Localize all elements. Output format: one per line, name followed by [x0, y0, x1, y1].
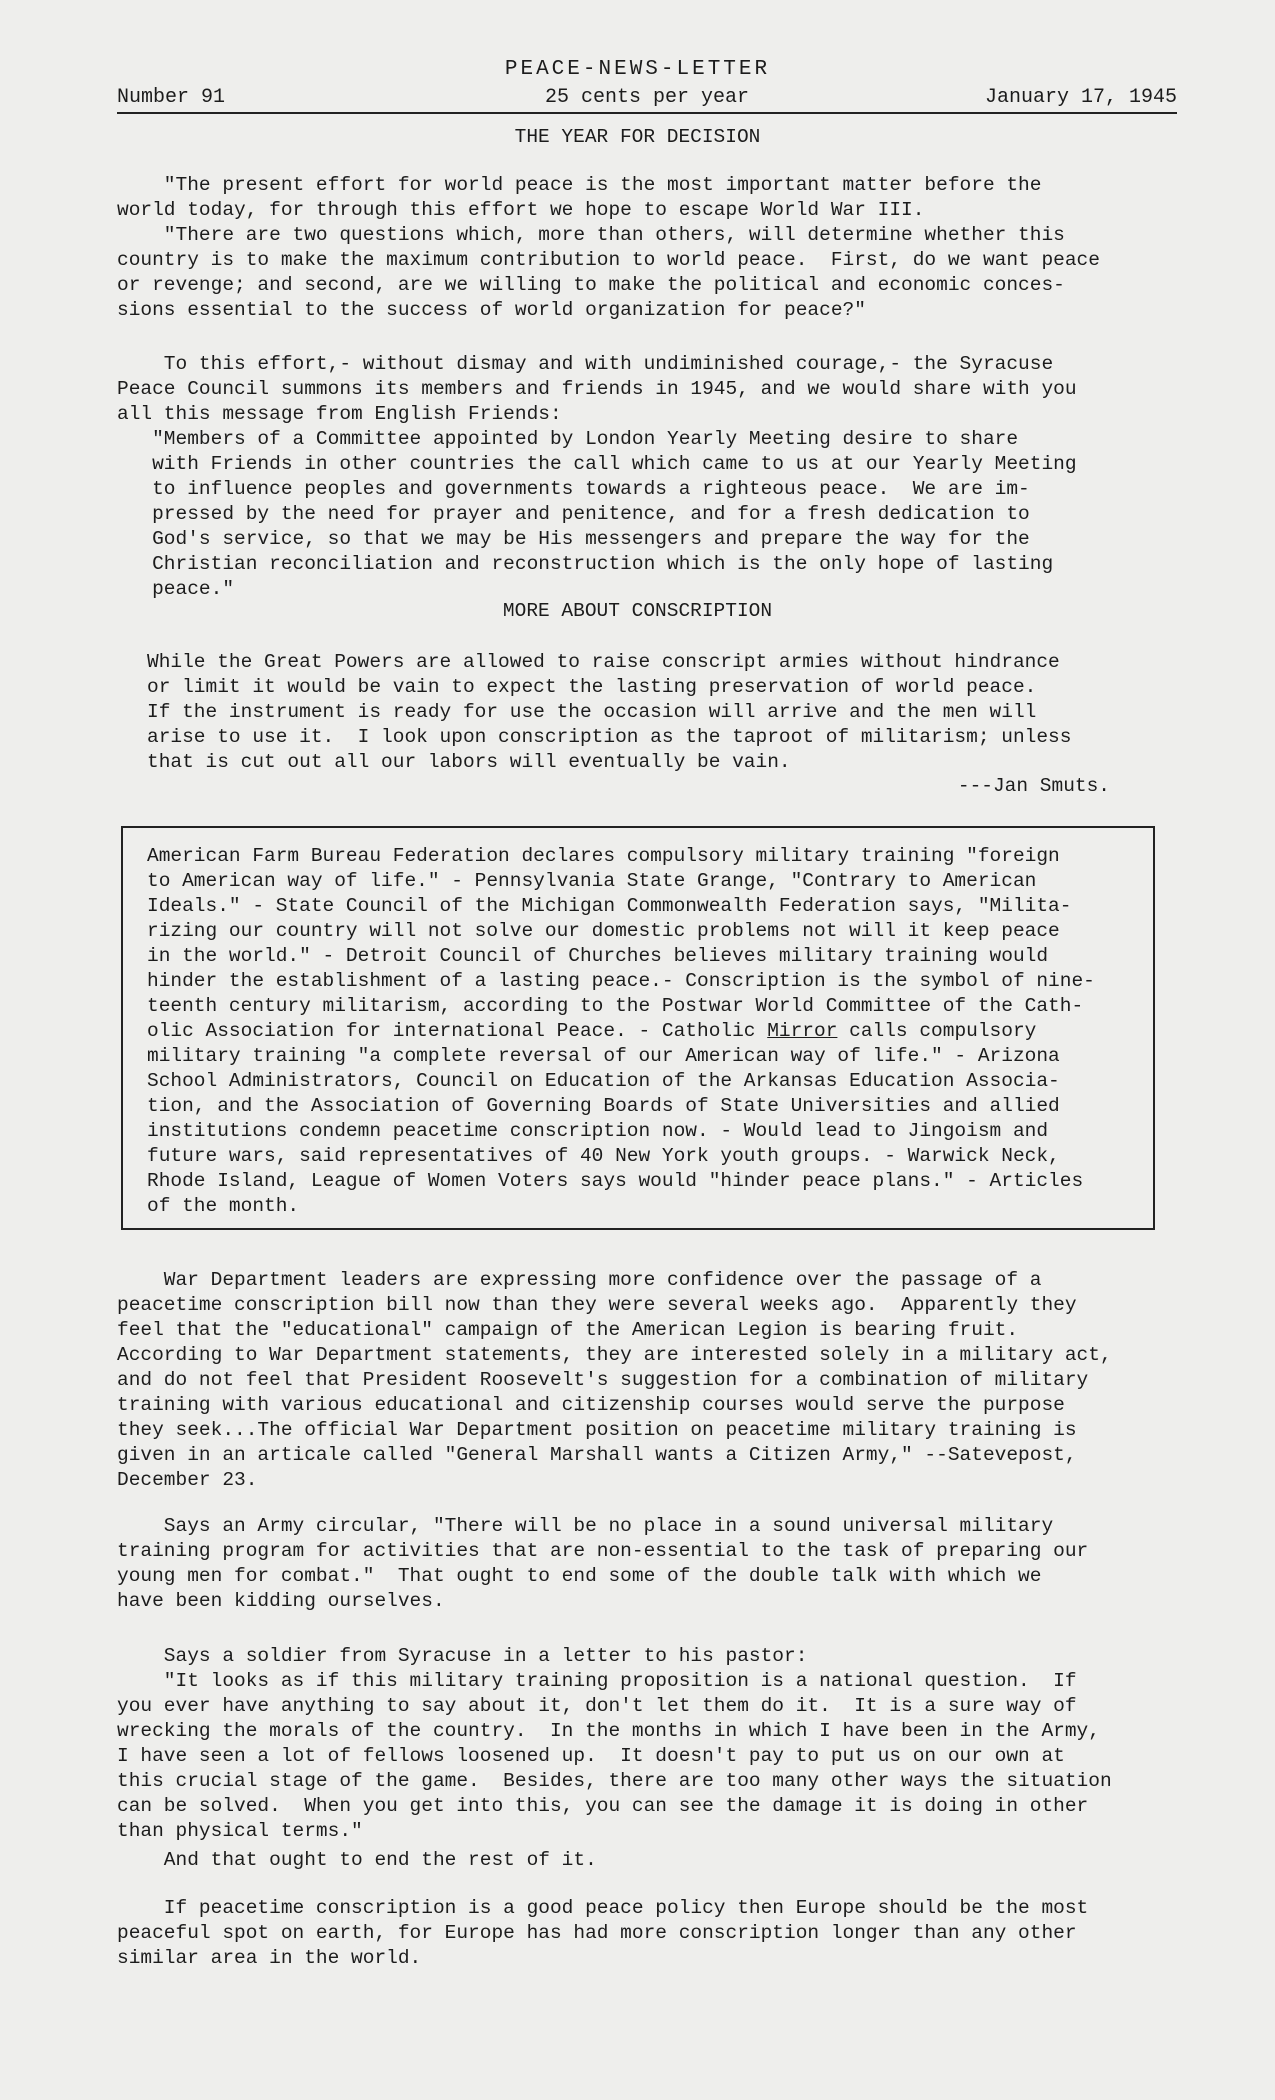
opening-quote: "The present effort for world peace is the most important matter before the world today, for through this effort we hope to escape World War III. "There are two questions which, more than others, will determine whether this country is to make the maximum contribution to world peace. First, do we want peace or revenge; and second, are we willing to make the political and economic conces- sions essential to the success of world organization for peace?": [117, 174, 1100, 321]
opinions-text-after: calls compulsory military training "a complete reversal of our American way of life." - Arizona School Administrators, Council on Education of the Arkansas Education Associa- tion, and the Association of Governing Boards of State Universities and allied institutions condemn peacetime conscription now. - Would lead to Jingoism and future wars, said representatives of 40 New York youth groups. - Warwick Neck, Rhode Island, League of Women Voters says would "hinder peace plans." - Articles of the month.: [147, 1020, 1084, 1217]
mirror-publication: Mirror: [767, 1020, 838, 1042]
smuts-quote: While the Great Powers are allowed to raise conscript armies without hindrance or limit it would be vain to expect the lasting preservation of world peace. If the instrument is ready for use the occasion will arrive and the men will arise to use it. I look upon conscription as the taproot of militarism; unless that is cut out all our labors will eventually be vain.: [147, 651, 1072, 773]
europe-paragraph: If peacetime conscription is a good peace policy then Europe should be the most peaceful spot on earth, for Europe has had more conscription longer than any other similar area in the world.: [117, 1897, 1089, 1969]
soldier-letter-paragraph: Says a soldier from Syracuse in a letter to his pastor: "It looks as if this military training proposition is a national question. If you ever have anything to say about it, don't let them do it. It is a sure way of wrecking the morals of the country. In the months in which I have been in the Army, I have seen a lot of fellows loosened up. It doesn't pay to put us on our own at this crucial stage of the game. Besides, there are too many other ways the situation can be solved. When you get into this, you can see the damage it is doing in other than physical terms.": [117, 1645, 1112, 1842]
subscription-price: 25 cents per year: [544, 86, 750, 109]
issue-number: Number 91: [117, 86, 226, 109]
issue-date: January 17, 1945: [984, 86, 1177, 109]
opinions-text-before: American Farm Bureau Federation declares compulsory military training "foreign to American way of life." - Pennsylvania State Grange, "Contrary to American Ideals." - State Council of the Michigan Commonwealth Federation says, "Milita- rizing our country will not solve our domestic problems not will it keep peace in the world." - Detroit Council of Churches believes military training would hinder the establishment of a lasting peace.- Conscription is the symbol of nine- teenth century militarism, according to the Postwar World Committee of the Cath- olic Association for international Peace. - Catholic: [147, 845, 1095, 1042]
smuts-attribution: ---Jan Smuts.: [957, 775, 1110, 797]
opinions-box-text: [147, 844, 1095, 1219]
section-heading-year-for-decision: THE YEAR FOR DECISION: [514, 126, 761, 148]
masthead-title: PEACE-NEWS-LETTER: [504, 58, 771, 81]
section-heading-conscription: MORE ABOUT CONSCRIPTION: [502, 600, 773, 622]
army-circular-paragraph: Says an Army circular, "There will be no place in a sound universal military training program for activities that are non-essential to the task of preparing our young men for combat." That ought to end some of the double talk with which we have been kidding ourselves.: [117, 1515, 1089, 1612]
peace-council-paragraph: To this effort,- without dismay and with undiminished courage,- the Syracuse Peace Council summons its members and friends in 1945, and we would share with you all this message from English Friends: "Members of a Committee appointed by London Yearly Meeting desire to share with Friends in other countries the call which came to us at our Yearly Meeting to influence peoples and governments towards a righteous peace. We are im- pressed by the need for prayer and penitence, and for a fresh dedication to God's service, so that we may be His messengers and prepare the way for the Christian reconciliation and reconstruction which is the only hope of lasting peace.": [117, 353, 1077, 600]
war-department-paragraph: War Department leaders are expressing more confidence over the passage of a peacetime conscription bill now than they were several weeks ago. Apparently they feel that the "educational" campaign of the American Legion is bearing fruit. According to War Department statements, they are interested solely in a military act, and do not feel that President Roosevelt's suggestion for a combination of military training with various educational and citizenship courses would serve the purpose they seek...The official War Department position on peacetime military training is given in an articale called "General Marshall wants a Citizen Army," --Satevepost, December 23.: [117, 1269, 1112, 1491]
masthead-row: [117, 86, 1177, 114]
closing-remark: And that ought to end the rest of it.: [117, 1849, 597, 1871]
